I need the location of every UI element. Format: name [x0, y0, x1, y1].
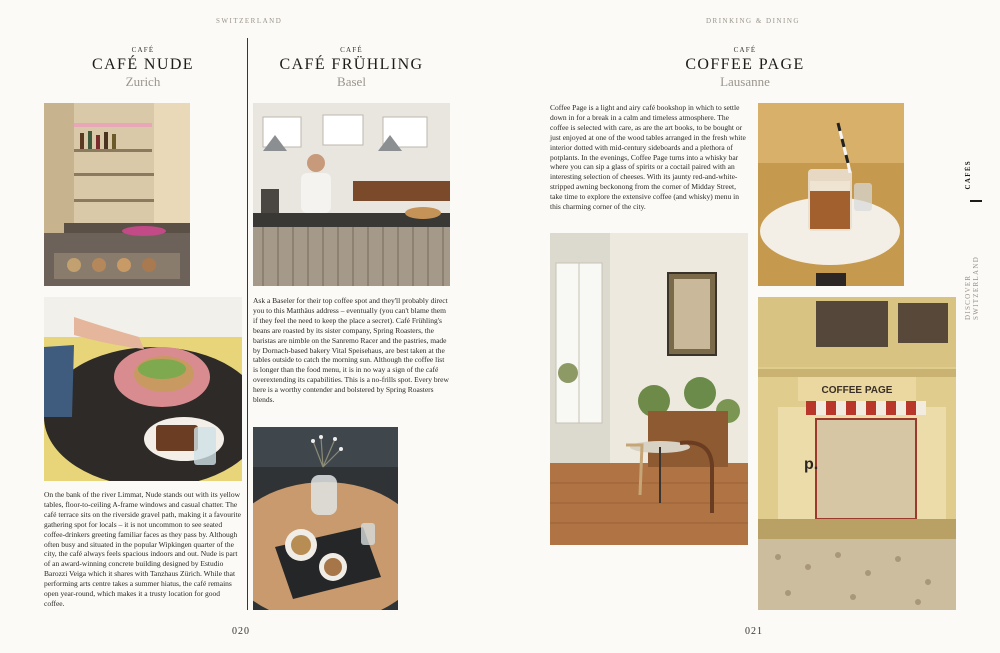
photo-coffee-page-iced-coffee	[758, 103, 904, 286]
entry-city: Lausanne	[720, 74, 770, 89]
photo-coffee-page-storefront	[758, 297, 956, 610]
entry-cafe-nude-text: On the bank of the river Limmat, Nude stands out with its yellow tables, floor-to-ceiling A-frame windows and casual chatter. The café terrace sits on the riverside gravel path, making it a favourite gathering spot for locals – it is not uncommon to see seated coffee-drinkers greeting familiar faces as they pass by. Although often busy and situated in the popular Wipkingen quarter of the city, the café always feels spacious indoors and out. Nude is part of an award-winning concrete building designed by Estudio Barozzi Veiga which it shares with Tanzhaus Zürich. While that performing arts centre takes a summer hiatus, the café remains open year-round, which makes it a trusty location for good coffee.	[44, 490, 241, 608]
entry-title: CAFÉ FRÜHLING	[279, 56, 424, 73]
entry-title: COFFEE PAGE	[685, 56, 805, 73]
entry-kicker: CAFÉ	[340, 46, 363, 54]
photo-coffee-page-interior	[550, 233, 748, 545]
side-tab-marker	[970, 200, 982, 202]
entry-kicker: CAFÉ	[733, 46, 757, 54]
entry-cafe-fruehling-text: Ask a Baseler for their top coffee spot and they'll probably direct you to this Matthäus address – eventually (you can't blame them if they feel the need to keep the place a secret). Café Frühling's beans are roasted by its sister company, Spring Roasters, the baristas are nimble on the Sanremo Racer and the pastries, made by Dornach-based bakery Vital Speisehaus, are best taken at the tables outside to catch the morning sun. Although the coffee list is longer than the food menu, it is in no way a sign of the café overextending its capabilities. This is a no-frills spot. Every brew here is a worthy contender and bolstered by Spring Roasters blends.	[253, 296, 449, 405]
storefront-logo: p.	[804, 456, 819, 473]
photo-fruehling-table	[253, 427, 398, 610]
entry-city: Zurich	[125, 74, 161, 89]
storefront-sign: COFFEE PAGE	[821, 385, 893, 396]
entry-coffee-page-header	[650, 46, 840, 88]
entry-cafe-nude-header	[44, 46, 242, 88]
photo-nude-bar	[44, 103, 190, 286]
side-tab-guide: DISCOVER SWITZERLAND	[964, 255, 980, 320]
running-head-right: DRINKING & DINING	[706, 17, 800, 25]
side-tab-section[interactable]: CAFÉS	[964, 160, 972, 190]
entry-kicker: CAFÉ	[131, 46, 155, 54]
running-head-left: SWITZERLAND	[216, 17, 283, 25]
entry-coffee-page-text: Coffee Page is a light and airy café bookshop in which to settle down in for a break in a calm and timeless atmosphere. The coffee is selected with care, as are the art books, to be bought or just enjoyed at one of the wood tables arranged in the fresh white interior dotted with mid-century sideboards and a plethora of potplants. In the evenings, Coffee Page turns into a whisky bar where you can sip a glass of spirits or a coctail paired with an interesting selection of cheeses. With its jaunty red-and-white-stripped awning beckonong from the corner of Midday Street, take time to explore the extensive coffee (and whisky) menu in this charming corner of the city.	[550, 103, 746, 212]
side-tab	[962, 160, 982, 320]
photo-fruehling-counter	[253, 103, 450, 286]
entry-title: CAFÉ NUDE	[92, 56, 194, 73]
column-divider	[247, 38, 248, 610]
page-number-right: 021	[745, 626, 763, 637]
entry-cafe-fruehling-header	[253, 46, 450, 88]
entry-city: Basel	[337, 74, 366, 89]
page-number-left: 020	[232, 626, 250, 637]
photo-nude-sandwich	[44, 297, 242, 481]
